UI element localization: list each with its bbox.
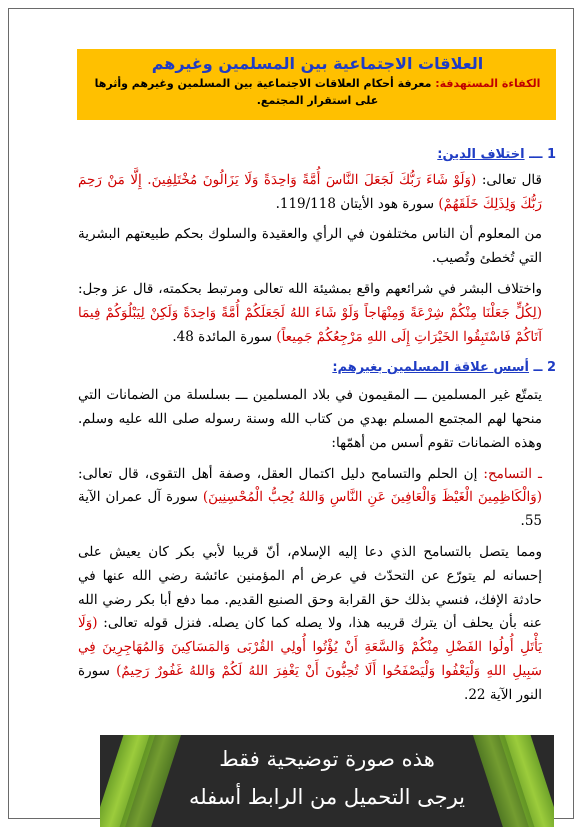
lesson-title: العلاقات الاجتماعية بين المسلمين وغيرهم [151,54,484,73]
quran-verse: (وَلَوْ شَاءَ رَبُّكَ لَجَعَلَ النَّاسَ أُمَّةً وَاحِدَةً وَلَا يَزَالُونَ مُخْتَلِفِينَ. إِلَّا مَنْ رَحِمَ رَبُّكَ وَلِذَلِكَ خَلَقَهُمْ) [78,171,542,212]
paragraph-text: إن الحلم والتسامح دليل اكتمال العقل، وصفة أهل التقوى، قال تعالى: [78,465,484,482]
section-1-title: اختلاف الدين: [437,147,525,162]
section-2-number: 2 ــ [533,360,556,376]
paragraph: يتمتّع غير المسلمين ـــ المقيمون في بلاد المسلمين ـــ بسلسلة من الضمانات التي منحها لهم المجتمع المسلم بهدي من كتاب الله وسنة رسوله صلى الله عليه وسلم. وهذه الضمانات تقوم أسس من أهمّها: [78,387,542,451]
competency-label: الكفاءة المستهدفة: [435,77,541,90]
paragraph-text: ومما يتصل بالتسامح الذي دعا إليه الإسلام، أنّ قريبا لأبي بكر كان يعيش على إحسانه لم يتورّع عن التحدّث في عرض أم المؤمنين عائشة رضي الله عنها في حادثة الإفك، فنسي بذلك حق القرابة وحق الصنيع القديم. مما دفع أبا بكر رضي الله عنه بأن يحلف أن يترك قريبه هذا، ولا يصله كما كان يصله. فنزل قوله تعالى: [78,543,542,632]
quran-verse: (وَلَا يَأْتَلِ أُولُوا الفَضْلِ مِنْكُمْ وَالسَّعَةِ أَنْ يُؤْتُوا أُولِي القُرْبَى وَالمَسَاكِينَ وَالمُهَاجِرِينَ فِي سَبِيلِ اللهِ وَلْيَعْفُوا وَلْيَصْفَحُوا أَلَا تُحِبُّونَ أَنْ يَغْفِرَ اللهُ لَكُمْ وَاللهُ غَفُورٌ رَحِيمٌ) [78,615,542,679]
paragraph-text: قال تعالى: [476,171,542,188]
watermark-banner [100,735,554,827]
section-1-heading [78,143,556,167]
paragraph [78,169,556,217]
term-label: ـ التسامح: [483,465,542,482]
section-2-heading [78,356,556,380]
banner-line-1: هذه صورة توضيحية فقط [219,747,435,771]
paragraph: من المعلوم أن الناس مختلفون في الرأي والعقيدة والسلوك بحكم طبيعتهم البشرية التي تُخطئ وتُصيب. [78,226,542,267]
section-1-number: 1 ـــ [529,147,556,162]
verse-reference: سورة هود الأيتان 119/118. [275,195,439,212]
verse-reference: سورة المائدة 48. [172,328,277,345]
competency-text: معرفة أحكام العلاقات الاجتماعية بين المسلمين وغيرهم وأثرها على استقرار المجتمع. [94,77,432,107]
quran-verse: (لِكُلٍّ جَعَلْنَا مِنْكُمْ شِرْعَةً وَمِنْهَاجاً وَلَوْ شَاءَ اللهُ لَجَعَلَكُمْ أُمَّةً وَاحِدَةً وَلَكِنْ لِيَبْلُوَكُمْ فِيمَا آتَاكُمْ فَاسْتَبِقُوا الخَيْرَاتِ إِلَى اللهِ مَرْجِعُكُمْ جَمِيعاً) [78,304,542,345]
banner-line-2: يرجى التحميل من الرابط أسفله [188,785,466,809]
quran-verse: (وَالْكَاظِمِينَ الْغَيْظَ وَالْعَافِينَ عَنِ النَّاسِ وَاللهُ يُحِبُّ الْمُحْسِنِينَ) [202,489,542,506]
paragraph [78,541,556,708]
lesson-body [78,143,556,715]
paragraph [78,278,556,349]
paragraph [78,463,556,534]
lesson-header [77,49,556,120]
paragraph-text: واختلاف البشر في شرائعهم واقع بمشيئة الله تعالى ومرتبط بحكمته، قال عز وجل: [78,280,542,297]
verse-reference: سورة النور الآية 22. [78,662,542,703]
verse-reference: سورة آل عمران الآية 55. [78,489,542,530]
target-competency [85,75,550,109]
section-2-title: أسس علاقة المسلمين بغيرهم: [332,360,529,376]
